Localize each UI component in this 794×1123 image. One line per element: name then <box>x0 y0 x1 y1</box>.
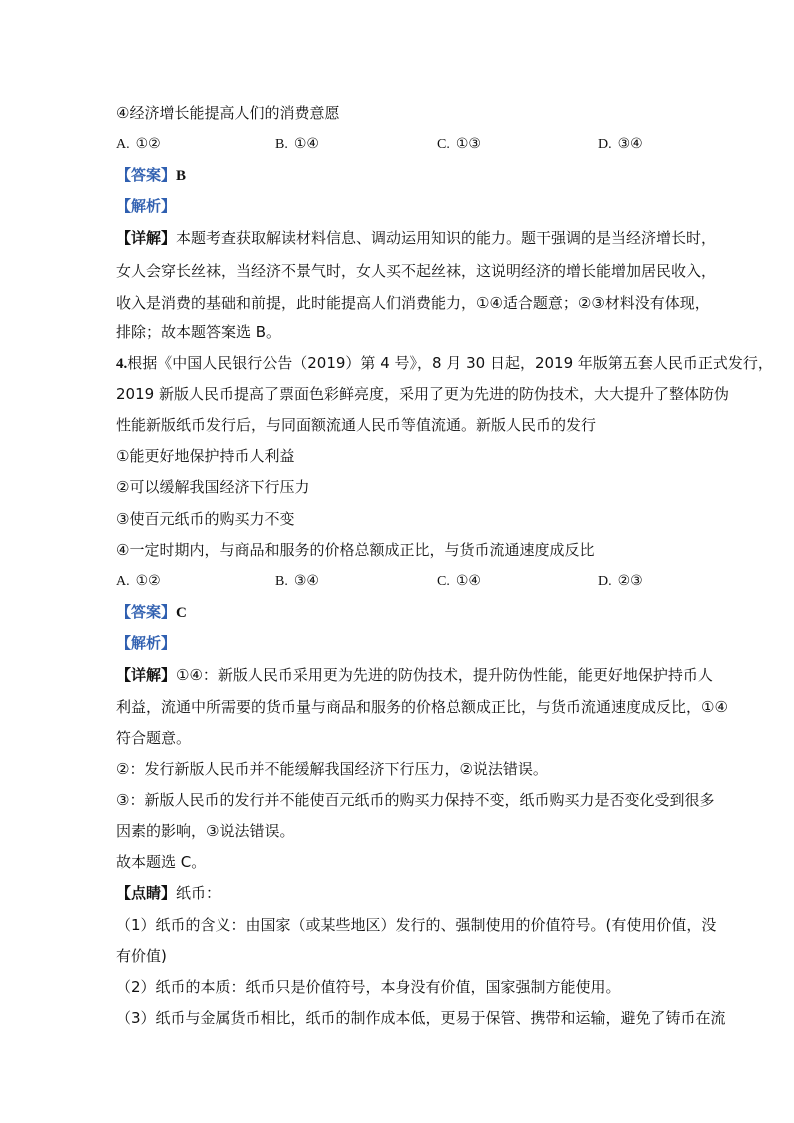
q4-option-c-letter: C. <box>437 574 450 589</box>
q4-statement-1: ①能更好地保护持币人利益 <box>116 447 295 465</box>
q4-option-b-letter: B. <box>275 574 288 589</box>
q3-analysis-tag: 【解析】 <box>116 197 177 215</box>
q3-answer-line <box>116 165 186 186</box>
q4-detail-line-5: ③：新版人民币的发行并不能使百元纸币的购买力保持不变，纸币购买力是否变化受到很多 <box>116 791 715 809</box>
q3-option-d-text: ③④ <box>617 136 643 152</box>
q4-detail-line-4: ②：发行新版人民币并不能缓解我国经济下行压力，②说法错误。 <box>116 760 548 778</box>
q4-detail-line-3: 符合题意。 <box>116 729 192 747</box>
q3-option-a-text: ①② <box>135 136 161 152</box>
q3-option-a <box>116 134 161 155</box>
q3-answer-value: B <box>176 168 187 184</box>
q4-option-c <box>437 571 481 592</box>
q4-analysis-tag-line <box>116 633 176 653</box>
q4-option-a-letter: A. <box>116 574 130 589</box>
q3-option-d <box>598 134 643 155</box>
q4-analysis-tag: 【解析】 <box>116 634 177 652</box>
q3-option-c-text: ①③ <box>455 136 481 152</box>
q3-option-d-letter: D. <box>598 137 612 152</box>
q4-detail-text-1: ①④：新版人民币采用更为先进的防伪技术，提升防伪性能，能更好地保护持币人 <box>176 666 713 684</box>
q4-option-d-text: ②③ <box>617 573 643 589</box>
q4-answer-line <box>116 602 187 623</box>
q4-option-b-text: ③④ <box>293 573 319 589</box>
q4-option-d <box>598 571 643 592</box>
q4-option-c-text: ①④ <box>455 573 481 589</box>
q3-option-c-letter: C. <box>437 137 450 152</box>
q4-tip-line-1: （1）纸币的含义：由国家（或某些地区）发行的、强制使用的价值符号。(有使用价值，没 <box>116 916 717 934</box>
q4-detail-line-2: 利益，流通中所需要的货币量与商品和服务的价格总额成正比，与货币流通速度成反比，①④ <box>116 698 728 716</box>
q4-stem-text-1: 根据《中国人民银行公告（2019）第 4 号》，8 月 30 日起，2019 年版第五套人民币正式发行， <box>127 354 773 372</box>
q3-option-c <box>437 134 481 155</box>
q3-detail-line-4: 排除；故本题答案选 B。 <box>116 323 282 341</box>
q4-statement-3: ③使百元纸币的购买力不变 <box>116 510 295 528</box>
q3-option-a-letter: A. <box>116 137 130 152</box>
q4-tip-line-2: 有价值) <box>116 947 167 965</box>
q3-detail-line-2: 女人会穿长丝袜，当经济不景气时，女人买不起丝袜，这说明经济的增长能增加居民收入， <box>116 262 717 280</box>
q4-tip-line <box>116 883 221 903</box>
q3-detail-line-1 <box>116 228 716 248</box>
q4-stem-line-3: 性能新版纸币发行后，与同面额流通人民币等值流通。新版人民币的发行 <box>116 416 597 434</box>
q4-detail-line-7: 故本题选 C。 <box>116 853 207 871</box>
q4-number: 4. <box>116 356 128 372</box>
q4-tip-tag: 【点睛】 <box>116 884 177 902</box>
q3-option-b-text: ①④ <box>293 136 319 152</box>
q3-analysis-tag-line <box>116 196 176 216</box>
q3-answer-tag: 【答案】 <box>116 166 177 184</box>
q4-statement-2: ②可以缓解我国经济下行压力 <box>116 478 310 496</box>
q4-tip-line-3: （2）纸币的本质：纸币只是价值符号，本身没有价值，国家强制方能使用。 <box>116 978 621 996</box>
q3-stem-tail: ④经济增长能提高人们的消费意愿 <box>116 104 340 122</box>
q4-option-a-text: ①② <box>135 573 161 589</box>
q4-detail-line-6: 因素的影响，③说法错误。 <box>116 822 295 840</box>
q3-detail-line-3: 收入是消费的基础和前提，此时能提高人们消费能力，①④适合题意；②③材料没有体现， <box>116 294 710 312</box>
q4-statement-4: ④一定时期内，与商品和服务的价格总额成正比，与货币流通速度成反比 <box>116 541 595 559</box>
q4-tip-title: 纸币： <box>176 884 222 902</box>
q3-option-b-letter: B. <box>275 137 288 152</box>
q3-detail-text-1: 本题考查获取解读材料信息、调动运用知识的能力。题干强调的是当经济增长时， <box>176 229 717 247</box>
q3-detail-tag: 【详解】 <box>116 229 177 247</box>
q3-option-b <box>275 134 319 155</box>
q4-option-a <box>116 571 161 592</box>
q4-detail-line-1 <box>116 665 713 685</box>
q4-stem-line-1 <box>116 353 773 374</box>
q4-answer-value: C <box>176 605 187 621</box>
q4-option-d-letter: D. <box>598 574 612 589</box>
q4-tip-line-4: （3）纸币与金属货币相比，纸币的制作成本低，更易于保管、携带和运输，避免了铸币在流 <box>116 1009 726 1027</box>
q4-option-b <box>275 571 319 592</box>
q4-answer-tag: 【答案】 <box>116 603 177 621</box>
q4-stem-line-2: 2019 新版人民币提高了票面色彩鲜亮度，采用了更为先进的防伪技术，大大提升了整体防伪 <box>116 385 729 403</box>
q4-detail-tag: 【详解】 <box>116 666 177 684</box>
